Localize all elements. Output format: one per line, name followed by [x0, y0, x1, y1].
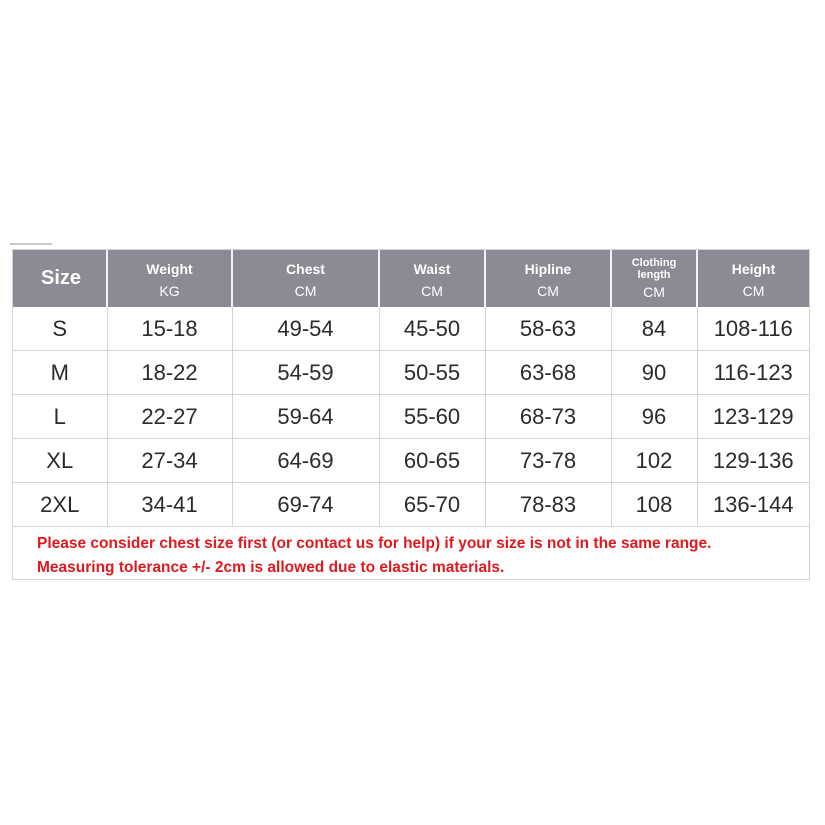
table-row: [13, 483, 809, 527]
cell-size: 2XL: [13, 483, 107, 527]
cell-weight: 15-18: [107, 307, 232, 351]
size-notes: [37, 532, 711, 580]
header-waist: [379, 250, 485, 307]
cell-length: 96: [611, 395, 697, 439]
header-clothing-label: Clothing: [631, 256, 677, 269]
cell-hipline: 63-68: [485, 351, 611, 395]
table-row: [13, 307, 809, 351]
cell-weight: 22-27: [107, 395, 232, 439]
cell-waist: 65-70: [379, 483, 485, 527]
header-weight-label: Weight: [146, 260, 193, 277]
cell-weight: 18-22: [107, 351, 232, 395]
cell-weight: 27-34: [107, 439, 232, 483]
header-weight-unit: KG: [159, 282, 180, 299]
decorative-line: [10, 243, 52, 245]
table-row: [13, 439, 809, 483]
cell-length: 84: [611, 307, 697, 351]
cell-chest: 54-59: [232, 351, 379, 395]
cell-height: 136-144: [697, 483, 809, 527]
cell-waist: 50-55: [379, 351, 485, 395]
cell-hipline: 78-83: [485, 483, 611, 527]
cell-size: L: [13, 395, 107, 439]
header-length-label: length: [637, 268, 671, 281]
cell-size: XL: [13, 439, 107, 483]
cell-chest: 49-54: [232, 307, 379, 351]
header-chest: [232, 250, 379, 307]
cell-chest: 59-64: [232, 395, 379, 439]
table-row: [13, 351, 809, 395]
header-size-label: Size: [41, 267, 82, 289]
header-hipline-label: Hipline: [524, 260, 572, 277]
header-height-unit: CM: [742, 282, 765, 299]
cell-waist: 60-65: [379, 439, 485, 483]
cell-hipline: 73-78: [485, 439, 611, 483]
header-height: [697, 250, 809, 307]
cell-hipline: 58-63: [485, 307, 611, 351]
cell-weight: 34-41: [107, 483, 232, 527]
header-waist-unit: CM: [421, 282, 443, 299]
header-hipline: [485, 250, 611, 307]
cell-height: 123-129: [697, 395, 809, 439]
cell-chest: 69-74: [232, 483, 379, 527]
note-tolerance: Measuring tolerance +/- 2cm is allowed due to elastic materials.: [37, 559, 505, 576]
size-table: [13, 250, 809, 527]
size-chart: [12, 249, 810, 580]
header-hipline-unit: CM: [537, 282, 559, 299]
note-chest-first: Please consider chest size first (or contact us for help) if your size is not in the same range.: [37, 535, 712, 552]
header-clothing-length: [611, 250, 697, 307]
cell-hipline: 68-73: [485, 395, 611, 439]
cell-height: 129-136: [697, 439, 809, 483]
cell-height: 108-116: [697, 307, 809, 351]
cell-chest: 64-69: [232, 439, 379, 483]
cell-length: 90: [611, 351, 697, 395]
cell-waist: 45-50: [379, 307, 485, 351]
cell-waist: 55-60: [379, 395, 485, 439]
header-weight: [107, 250, 232, 307]
cell-size: S: [13, 307, 107, 351]
header-waist-label: Waist: [413, 260, 451, 277]
header-chest-unit: CM: [294, 282, 317, 299]
header-clothing-length-unit: CM: [643, 283, 665, 300]
header-chest-label: Chest: [286, 260, 325, 277]
cell-height: 116-123: [697, 351, 809, 395]
header-height-label: Height: [731, 260, 776, 277]
header-size: [13, 250, 107, 307]
header-row: [13, 250, 809, 307]
cell-length: 102: [611, 439, 697, 483]
cell-length: 108: [611, 483, 697, 527]
cell-size: M: [13, 351, 107, 395]
table-row: [13, 395, 809, 439]
